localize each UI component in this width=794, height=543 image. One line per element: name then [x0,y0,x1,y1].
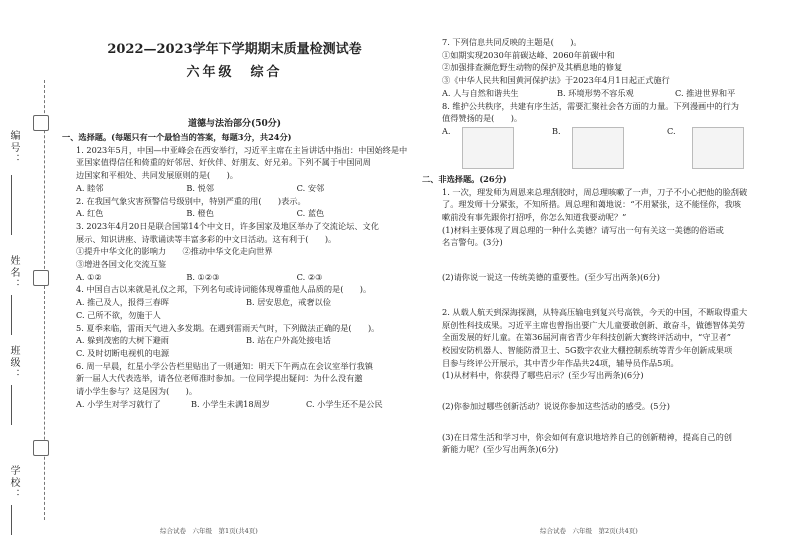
q5-options [76,334,407,347]
right-footer: 综合试卷 六年级 第2页(共4页) [540,527,638,535]
left-page [62,0,407,410]
q10-line: 全面发展的好儿童。在第36届河南省青少年科技创新大赛终评活动中，“守卫者” [442,332,731,343]
q3-line: 展示、知识讲座、诗歌诵读等丰富多彩的中文日活动。这有利于( )。 [76,233,337,244]
name-label: 姓名： [8,255,19,291]
q3-option-a[interactable]: A. ①② [76,271,102,282]
q5-option-c[interactable]: C. 及时切断电视机的电源 [76,347,170,358]
q7-option-c[interactable]: C. 推进世界和平 [675,87,736,98]
left-footer: 综合试卷 六年级 第1页(共4页) [160,527,258,535]
q1-option-b[interactable]: B. 悦邻 [186,182,214,193]
q4-option-c[interactable]: C. 己所不欲，勿施于人 [76,309,161,320]
q7-line: 7. 下列信息共同反映的主题是( )。 [442,37,582,47]
q2-option-a[interactable]: A. 红色 [76,208,104,219]
section-title: 道德与法治部分(50分) [187,119,282,129]
q6-option-b[interactable]: B. 小学生未满18周岁 [191,398,270,409]
q6-line: 新一届人大代表选举，请各位老师准时参加。一位同学提出疑问：为什么没有邀 [76,373,363,384]
q1-line: 亚国家值得信任和倚重的好邻居、好伙伴、好朋友、好兄弟。下列不属于中国同周 [76,157,371,168]
class-field[interactable] [11,385,12,425]
q7-options [442,87,785,100]
q5-option-a[interactable]: A. 躲到茂密的大树下避雨 [76,335,169,346]
q6-options [76,398,407,411]
q2-option-b[interactable]: B. 橙色 [186,208,214,219]
answer-area[interactable] [442,284,785,306]
q4-option-a[interactable]: A. 推己及人，报得三春晖 [76,297,169,308]
q3-line: 3. 2023年4月20日是联合国第14个中文日，许多国家及地区举办了交流论坛、文化 [76,220,379,231]
q3-option-c[interactable]: C. ②③ [296,271,323,282]
q8-line: 值得赞扬的是( )。 [442,113,523,124]
school-field[interactable] [11,505,12,535]
right-column [422,36,785,456]
q5-option-b[interactable]: B. 站在户外高处接电话 [246,335,331,346]
q2-options [76,207,407,220]
exam-title: 2022—2023学年下学期期末质量检测试卷 [107,42,362,57]
q10-line: 目参与终评公开展示，其中青少年作品共24项，辅导员作品5项。 [442,357,679,368]
q1-option-a[interactable]: A. 睦邻 [76,182,104,193]
cartoon-image-c [692,127,744,169]
q10-line: (1)从材料中，你获得了哪些启示？(至少写出两条)(6分) [442,370,644,381]
binding-hole [33,440,49,456]
q7-sub-item: ③《中华人民共和国黄河保护法》于2023年4月1日起正式施行 [442,75,670,86]
q2-line: 2. 在我国气象灾害预警信号级别中，特别严重的用( )表示。 [76,195,306,206]
q5-line: 5. 夏季来临，雷雨天气进入多发期。在遇到雷雨天气时，下列做法正确的是( )。 [76,322,380,333]
exam-subtitle: 六年级 综合 [186,65,283,80]
q6-line: 6. 周一早晨，红星小学公告栏里贴出了一则通知：明天下午两点在会议室举行我镇 [76,360,373,371]
q7-option-b[interactable]: B. 环境形势不容乐观 [557,87,634,98]
answer-area[interactable] [442,382,785,400]
q10-line: 原创性科技成果。习近平主席也曾指出要广大儿童要敢创新、敢奋斗，做德智体美劳 [442,319,745,330]
q8-option-b[interactable]: B. [552,125,561,136]
q4-options [76,296,407,309]
q6-option-c[interactable]: C. 小学生还不是公民 [306,398,383,409]
q9-line: 名言警句。(3分) [442,237,503,248]
number-label: 编号： [8,130,19,166]
class-label: 班级： [8,345,19,381]
q10-sub3-line: (3)在日常生活和学习中，你会如何有意识地培养自己的创新精神，提高自己的创 [442,431,732,442]
q10-line: 校园安防机器人、智能防滑卫士、5G数字农业大棚控制系统等青少年创新成果项 [442,344,733,355]
q1-options [76,182,407,195]
q9-line: 了。理发师十分紧张，不知所措。周总理和蔼地说：“不用紧张，这不能怪你，我咳 [442,199,741,210]
q10-sub2: (2)你参加过哪些创新活动？说说你参加这些活动的感受。(5分) [442,401,670,412]
q3-option-b[interactable]: B. ①②③ [186,271,220,282]
q6-option-a[interactable]: A. 小学生对学习就行了 [76,398,161,409]
cartoon-image-b [572,127,624,169]
left-column [62,131,407,410]
q4-option-b[interactable]: B. 居安思危，戒奢以俭 [246,297,331,308]
q9-line: 嗽前没有事先跟你打招呼，你怎么知道我要动呢？” [442,212,627,223]
q8-line: 8. 维护公共秩序，共建有序生活，需要汇聚社会各方面的力量。下列漫画中的行为 [442,100,739,111]
q9-line: 1. 一次，理发师为周恩来总理刮胶时，周总理咳嗽了一声，刀子不小心把他的脸刮破 [442,186,748,197]
part1-heading: 一、选择题。(每题只有一个最恰当的答案，每题3分，共24分) [62,132,292,142]
q1-line: 边国家和平相处、共同发展原则的是( )。 [76,170,238,181]
answer-area[interactable] [442,249,785,271]
part2-heading: 二、非选择题。(26分) [422,173,507,184]
q3-options [76,271,407,284]
q4-line: 4. 中国自古以来就是礼仪之邦，下列名句或诗词能体现尊重他人品质的是( )。 [76,284,372,295]
q8-option-a[interactable]: A. [442,125,451,136]
q7-sub-item: ②加强排查濒危野生动物的保护及其栖息地的修复 [442,62,623,73]
answer-area[interactable] [442,413,785,431]
q9-line: (1)材料主要体现了周总理的一种什么美德？请写出一句有关这一美德的俗语或 [442,224,724,235]
q10-line: 2. 从载人航天到深海探测，从特高压输电到复兴号高铁，今天的中国，不断取得重大 [442,306,748,317]
binding-strip [0,0,62,543]
q3-sub-item: ①提升中华文化的影响力 ②推动中华文化走向世界 [76,246,273,257]
q8-cartoons [442,125,785,173]
q7-option-a[interactable]: A. 人与自然和谐共生 [442,87,519,98]
name-field[interactable] [11,295,12,335]
q2-option-c[interactable]: C. 蓝色 [296,208,325,219]
q1-option-c[interactable]: C. 安邻 [296,182,325,193]
q10-sub3-line: 新能力呢？(至少写出两条)(6分) [442,444,559,455]
number-field[interactable] [11,175,12,235]
q7-sub-item: ①如期实现2030年前碳达峰、2060年前碳中和 [442,49,615,60]
q8-option-c[interactable]: C. [667,125,676,136]
q9-sub2: (2)请你说一说这一传统美德的重要性。(至少写出两条)(6分) [442,272,660,283]
q3-sub-item: ③增进各国文化交流互鉴 [76,259,167,270]
q1-line: 1. 2023年5月，中国—中亚峰会在西安举行，习近平主席在主旨讲话中指出：中国始终是中 [76,144,408,155]
school-label: 学校： [8,465,19,501]
binding-hole [33,270,49,286]
cartoon-image-a [462,127,514,169]
binding-hole [33,115,49,131]
q6-line: 请小学生参与？这是因为( )。 [76,386,198,397]
